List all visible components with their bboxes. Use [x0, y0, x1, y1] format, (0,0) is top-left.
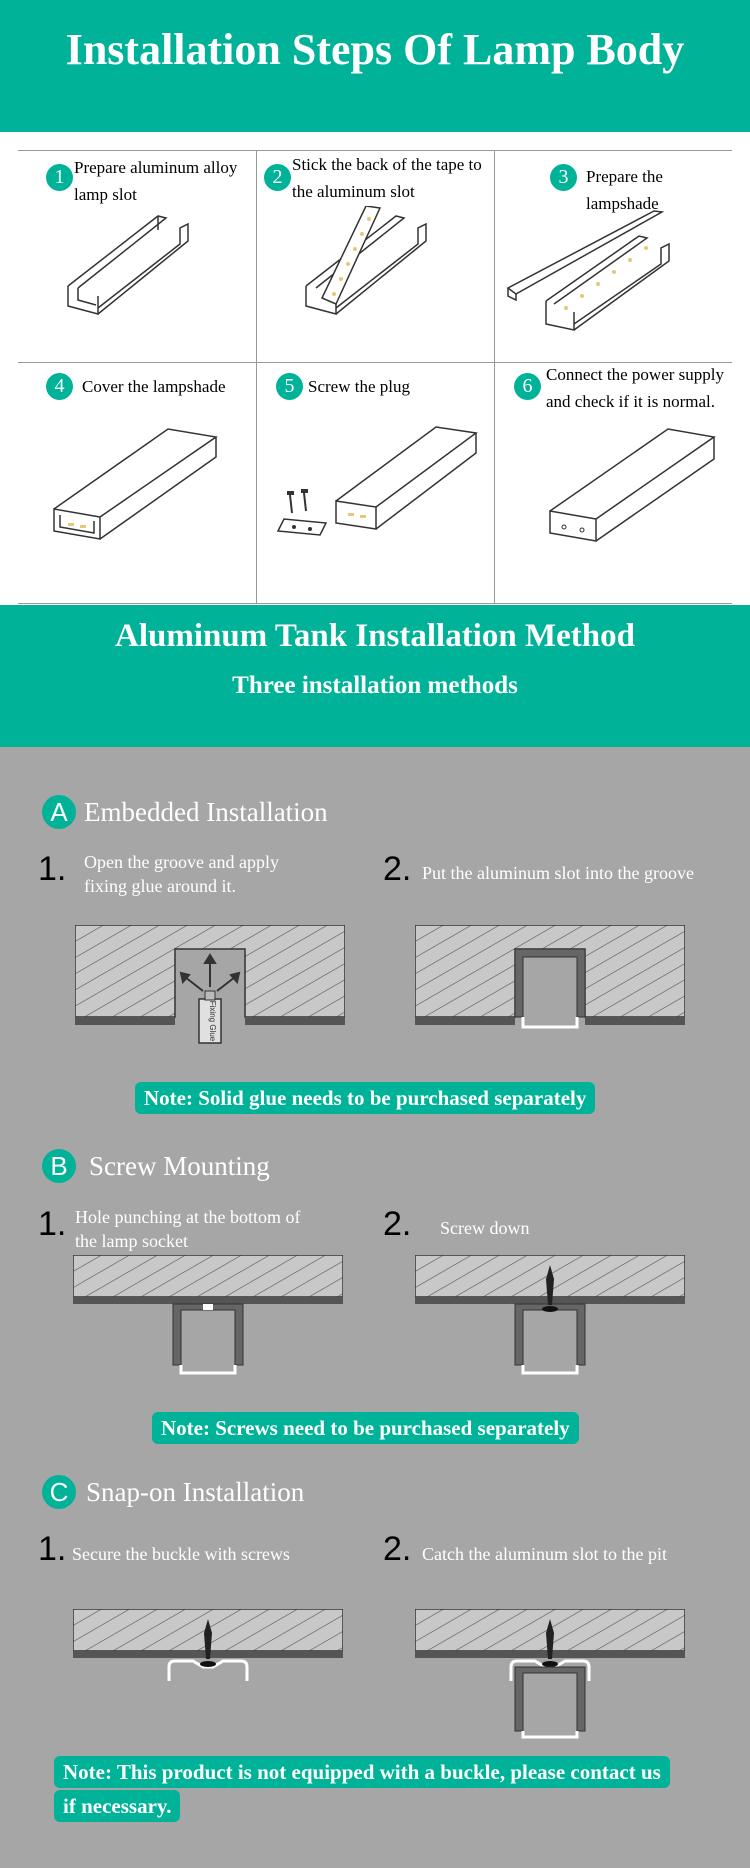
step-number: 2. — [383, 1530, 412, 1568]
section-letter-badge: A — [42, 795, 76, 829]
section-title: Snap-on Installation — [86, 1477, 305, 1507]
step-text: Stick the back of the tape to the aluminum slot — [292, 155, 482, 201]
step-cell-2 — [256, 151, 494, 376]
step-number-badge: 6 — [514, 373, 541, 400]
step-number: 1. — [38, 850, 67, 888]
hole-punch-diagram — [73, 1255, 343, 1375]
page-header — [0, 0, 750, 132]
note-badge: Note: Screws need to be purchased separately — [152, 1412, 579, 1444]
step-cell-1 — [18, 151, 256, 376]
step-text: Connect the power supply and check if it is normal. — [546, 365, 724, 411]
step-text: Put the aluminum slot into the groove — [422, 863, 694, 883]
step-number: 1. — [38, 1205, 67, 1243]
slot-in-groove-diagram — [415, 925, 685, 1035]
step-text: Screw the plug — [308, 377, 410, 396]
step-text: Secure the buckle with screws — [72, 1544, 290, 1564]
snap-slot-diagram — [415, 1609, 685, 1739]
steps-grid — [18, 150, 732, 604]
step-cell-5 — [256, 363, 494, 588]
note-badge-line2: if necessary. — [54, 1790, 180, 1822]
page-title: Installation Steps Of Lamp Body — [65, 25, 685, 74]
step-number-badge: 2 — [264, 164, 291, 191]
step-cell-6 — [494, 363, 732, 588]
methods-banner — [0, 605, 750, 747]
buckle-screw-diagram — [73, 1609, 343, 1689]
plug-screw-illustration — [266, 423, 486, 553]
methods-subtitle: Three installation methods — [232, 672, 518, 699]
section-title: Embedded Installation — [84, 797, 328, 827]
step-number-badge: 3 — [550, 164, 577, 191]
step-number-badge: 5 — [276, 373, 303, 400]
step-number-badge: 1 — [46, 164, 73, 191]
aluminum-slot-illustration — [58, 206, 208, 346]
lampshade-illustration — [504, 206, 724, 346]
tape-on-slot-illustration — [296, 206, 446, 346]
methods-panel — [0, 747, 750, 1868]
section-letter-badge: B — [42, 1149, 76, 1183]
step-number: 1. — [38, 1530, 67, 1568]
step-text: Prepare the lampshade — [586, 167, 663, 213]
finished-lamp-illustration — [544, 423, 724, 553]
step-text: Hole punching at the bottom of the lamp socket — [75, 1207, 301, 1251]
step-text: Screw down — [440, 1218, 530, 1238]
step-cell-3 — [494, 151, 732, 376]
note-badge: Note: Solid glue needs to be purchased separately — [135, 1082, 595, 1114]
step-cell-4 — [18, 363, 256, 588]
step-text: Open the groove and apply fixing glue around it. — [84, 852, 279, 896]
step-text: Cover the lampshade — [82, 377, 226, 396]
covered-slot-illustration — [48, 423, 228, 553]
step-number-badge: 4 — [46, 373, 73, 400]
step-text: Prepare aluminum alloy lamp slot — [74, 158, 238, 204]
glue-tube-label: Fixing Glue — [208, 1000, 217, 1042]
methods-title: Aluminum Tank Installation Method — [115, 618, 635, 654]
note-badge-line1: Note: This product is not equipped with a buckle, please contact us — [54, 1756, 670, 1788]
groove-glue-diagram — [75, 925, 345, 1045]
section-letter-badge: C — [42, 1475, 76, 1509]
step-number: 2. — [383, 1205, 412, 1243]
screw-down-diagram — [415, 1255, 685, 1375]
step-text: Catch the aluminum slot to the pit — [422, 1544, 667, 1564]
section-title: Screw Mounting — [89, 1151, 270, 1181]
step-number: 2. — [383, 850, 412, 888]
